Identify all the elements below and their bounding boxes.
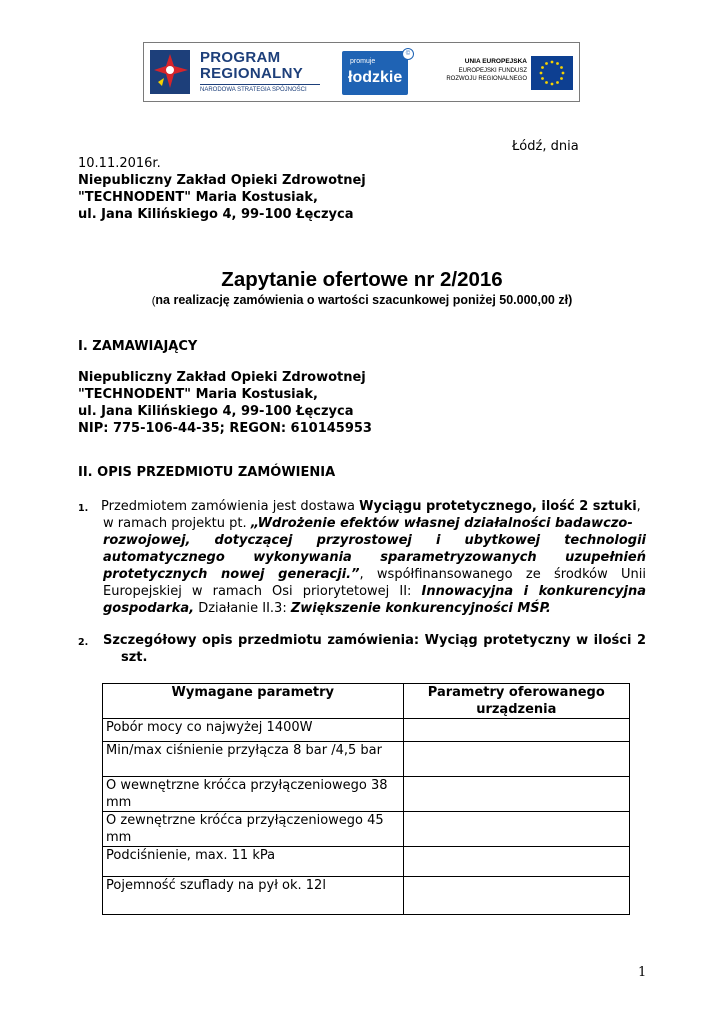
item1-line1: Przedmiotem zamówienia jest dostawa Wyciągu protetycznego, ilość 2 sztuki,: [101, 499, 641, 514]
program-line1: PROGRAM: [200, 49, 281, 66]
param-cell: Min/max ciśnienie przyłącza 8 bar /4,5 bar: [103, 742, 404, 777]
eu-line1: UNIA EUROPEJSKA: [464, 58, 527, 65]
section1-line3: ul. Jana Kilińskiego 4, 99-100 Łęczyca: [78, 404, 354, 419]
offered-cell[interactable]: [403, 719, 629, 742]
param-cell: Podciśnienie, max. 11 kPa: [103, 847, 404, 877]
company-line3: ul. Jana Kilińskiego 4, 99-100 Łęczyca: [78, 207, 354, 222]
item2-line1: Szczegółowy opis przedmiotu zamówienia: Wyciąg protetyczny w ilości 2: [103, 633, 646, 648]
offered-cell[interactable]: [403, 812, 629, 847]
item1-line2: w ramach projektu pt. „Wdrożenie efektów własnej działalności badawczo-: [103, 516, 633, 531]
parameters-table: [102, 683, 630, 915]
subtitle-text: na realizację zamówienia o wartości szacunkowej poniżej 50.000,00 zł): [155, 293, 573, 307]
page-number: 1: [638, 965, 647, 980]
eu-line2: EUROPEJSKI FUNDUSZ: [458, 68, 527, 74]
section1-line2: "TECHNODENT" Maria Kostusiak,: [78, 387, 318, 402]
table-row: [103, 877, 630, 915]
section1-line4: NIP: 775-106-44-35; REGON: 610145953: [78, 421, 372, 436]
offered-cell[interactable]: [403, 777, 629, 812]
program-divider: [200, 84, 320, 85]
item1-line4: automatycznego wykonywania sparametryzowanych uzupełnień: [103, 550, 646, 565]
company-line2: "TECHNODENT" Maria Kostusiak,: [78, 190, 318, 205]
subtitle-paren: (: [151, 295, 156, 307]
page-subtitle: [0, 293, 724, 307]
item1-line6: Europejskiej w ramach Osi priorytetowej II: Innowacyjna i konkurencyjna: [103, 584, 647, 599]
lodzkie-badge: ©: [402, 48, 414, 60]
item1-line3: rozwojowej, dotyczącej przyrostowej i ubytkowej technologii: [103, 533, 646, 548]
item2-line2: szt.: [121, 650, 148, 665]
place-date-label: Łódź, dnia: [512, 139, 579, 154]
section2-heading: II. OPIS PRZEDMIOTU ZAMÓWIENIA: [78, 465, 336, 480]
logo-strip: [143, 42, 580, 102]
company-line1: Niepubliczny Zakład Opieki Zdrowotnej: [78, 173, 366, 188]
offered-cell[interactable]: [403, 847, 629, 877]
lodzkie-small-text: promuje: [350, 58, 376, 65]
section1-heading: I. ZAMAWIAJĄCY: [78, 339, 198, 354]
param-cell: Pobór mocy co najwyżej 1400W: [103, 719, 404, 742]
table-header-row: [103, 684, 630, 719]
item2-number: 2.: [78, 637, 89, 648]
program-star-icon: [148, 48, 192, 96]
table-row: [103, 777, 630, 812]
table-row: [103, 719, 630, 742]
offered-cell[interactable]: [403, 742, 629, 777]
date-value: 10.11.2016r.: [78, 156, 161, 171]
lodzkie-big-text: łodzkie: [348, 69, 403, 86]
section1-line1: Niepubliczny Zakład Opieki Zdrowotnej: [78, 370, 366, 385]
program-line2: REGIONALNY: [200, 65, 304, 82]
page-title: Zapytanie ofertowe nr 2/2016: [221, 268, 503, 291]
lodzkie-logo: [342, 51, 408, 95]
table-row: [103, 847, 630, 877]
table-row: [103, 742, 630, 777]
eu-logo: [437, 51, 577, 95]
param-cell: O wewnętrzne króćca przyłączeniowego 38 mm: [103, 777, 404, 812]
eu-flag-icon: [531, 56, 573, 90]
item1-line7: gospodarka, Działanie II.3: Zwiększenie konkurencyjności MŚP.: [103, 601, 551, 616]
item1-line5: protetycznych nowej generacji.”, współfinansowanego ze środków Unii: [103, 567, 646, 582]
table-row: [103, 812, 630, 847]
param-cell: O zewnętrzne króćca przyłączeniowego 45 mm: [103, 812, 404, 847]
item1-number: 1.: [78, 503, 89, 514]
program-line3: NARODOWA STRATEGIA SPÓJNOŚCI: [200, 87, 307, 93]
col1-header: Wymagane parametry: [103, 684, 404, 719]
col2-header: Parametry oferowanego urządzenia: [403, 684, 629, 719]
offered-cell[interactable]: [403, 877, 629, 915]
program-regionalny-logo: [148, 46, 338, 98]
eu-line3: ROZWOJU REGIONALNEGO: [446, 76, 527, 82]
param-cell: Pojemność szuflady na pył ok. 12l: [103, 877, 404, 915]
